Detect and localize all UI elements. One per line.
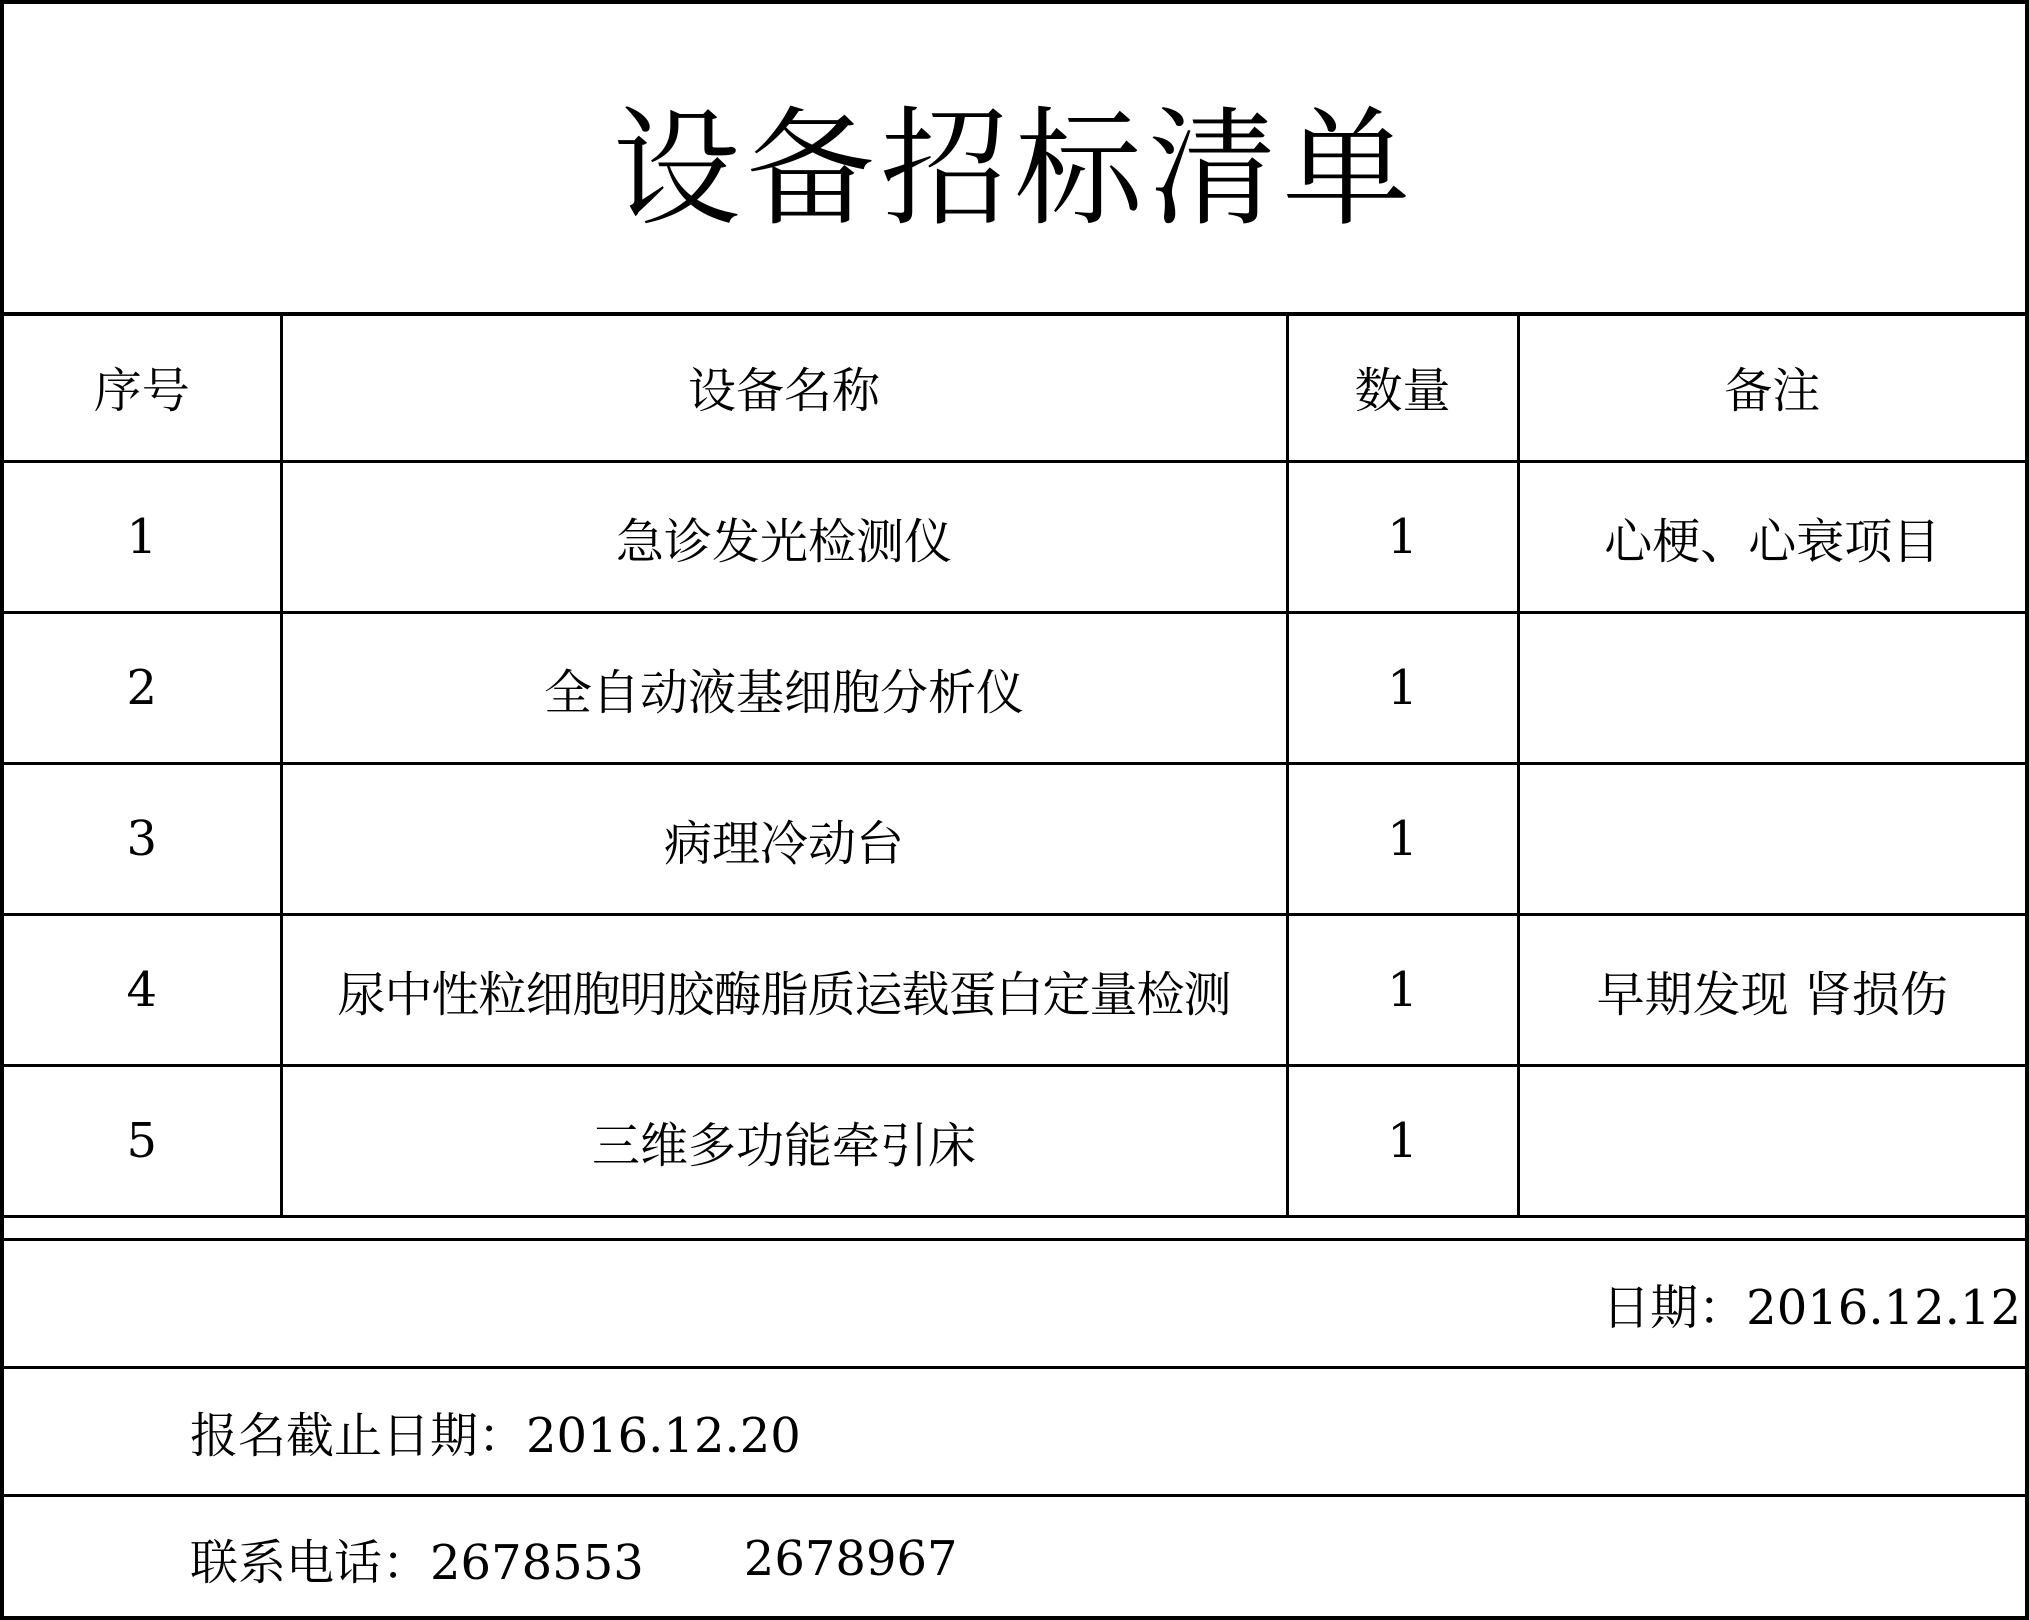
- cell-qty: 1: [1287, 613, 1518, 764]
- cell-note: 心梗、心衰项目: [1518, 462, 2025, 613]
- cell-name: 尿中性粒细胞明胶酶脂质运载蛋白定量检测: [281, 915, 1287, 1066]
- table-header-row: [4, 312, 2025, 462]
- document-title: 设备招标清单: [4, 4, 2025, 316]
- cell-qty: 1: [1287, 915, 1518, 1066]
- header-cell-qty: 数量: [1287, 312, 1518, 462]
- contact-phone-secondary: 2678967: [743, 1530, 958, 1587]
- cell-no: 1: [4, 462, 281, 613]
- table-row: [4, 462, 2025, 613]
- header-cell-no: 序号: [4, 312, 281, 462]
- cell-name: 全自动液基细胞分析仪: [281, 613, 1287, 764]
- cell-no: 2: [4, 613, 281, 764]
- cell-qty: 1: [1287, 1066, 1518, 1217]
- cell-qty: 1: [1287, 764, 1518, 915]
- contact-row: [4, 1494, 2025, 1620]
- contact-phone-primary: 联系电话：2678553: [190, 1535, 644, 1591]
- cell-name: 急诊发光检测仪: [281, 462, 1287, 613]
- equipment-table: [4, 312, 2025, 1218]
- issue-date: 日期：2016.12.12: [1602, 1280, 2021, 1336]
- registration-deadline: 报名截止日期：2016.12.20: [190, 1408, 801, 1464]
- table-row: [4, 1066, 2025, 1217]
- table-row: [4, 613, 2025, 764]
- header-cell-note: 备注: [1518, 312, 2025, 462]
- cell-name: 病理冷动台: [281, 764, 1287, 915]
- deadline-row: [4, 1366, 2025, 1494]
- cell-note: [1518, 1066, 2025, 1217]
- date-row: [4, 1238, 2025, 1366]
- header-cell-name: 设备名称: [281, 312, 1287, 462]
- cell-note: 早期发现 肾损伤: [1518, 915, 2025, 1066]
- table-row: [4, 764, 2025, 915]
- cell-note: [1518, 764, 2025, 915]
- cell-name: 三维多功能牵引床: [281, 1066, 1287, 1217]
- table-row: [4, 915, 2025, 1066]
- cell-no: 3: [4, 764, 281, 915]
- cell-note: [1518, 613, 2025, 764]
- cell-qty: 1: [1287, 462, 1518, 613]
- cell-no: 5: [4, 1066, 281, 1217]
- cell-no: 4: [4, 915, 281, 1066]
